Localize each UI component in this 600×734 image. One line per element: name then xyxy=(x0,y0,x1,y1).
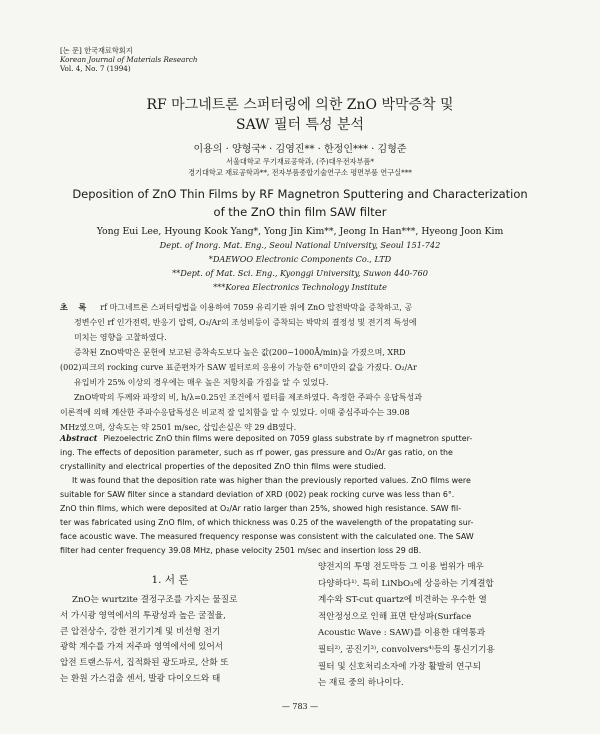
text-line-content: 증착된 ZnO박막은 문헌에 보고된 증착속도보다 높은 값(200~1000Å/min)을 가졌으며, XRD xyxy=(74,348,406,357)
intro-left-column xyxy=(60,593,280,693)
text-line xyxy=(74,315,417,330)
text-line xyxy=(60,672,220,688)
text-line xyxy=(318,560,484,576)
text-line-content: 는 환원 가스검출 센서, 발광 다이오드와 태 xyxy=(60,674,221,684)
title-kr-line2: SAW 필터 특성 분석 xyxy=(235,117,365,133)
text-line xyxy=(72,474,471,488)
affiliation-en-line4: ***Korea Electronics Technology Institute xyxy=(213,282,387,292)
text-line-content: face acoustic wave. The measured frequency response was consistent with the calculated one. The SAW xyxy=(60,532,474,541)
text-line-content: 적안정성으로 인해 표면 탄성파(Surface xyxy=(318,611,472,622)
text-line-content: ZnO박막의 두께와 파장의 비, h/λ=0.25인 조건에서 필터를 제조하였다. 측정한 주파수 응답특성과 xyxy=(74,393,422,402)
journal-name-en: Korean Journal of Materials Research xyxy=(60,55,198,64)
text-line xyxy=(318,577,494,593)
abstract-en xyxy=(60,432,540,562)
text-line xyxy=(60,609,226,625)
abstract-kr xyxy=(60,300,540,440)
text-line xyxy=(60,405,410,420)
text-line-content: 양전지의 투명 전도막등 그 이용 범위가 매우 xyxy=(318,562,484,572)
text-line xyxy=(318,676,404,692)
text-line xyxy=(60,432,472,446)
affiliation-en-line2: *DAEWOO Electronic Components Co., LTD xyxy=(208,254,392,264)
affiliation-en-line1: Dept. of Inorg. Mat. Eng., Seoul National University, Seoul 151-742 xyxy=(159,240,441,250)
intro-right-column xyxy=(318,560,540,695)
text-line xyxy=(60,544,421,558)
text-line-content: ter was fabricated using ZnO film, of which thickness was 0.25 of the wavelength of the propatating sur- xyxy=(60,518,474,527)
title-en-line2: of the ZnO thin film SAW filter xyxy=(213,205,387,219)
abstract-kr-label: 초 록 xyxy=(60,302,91,312)
text-line xyxy=(60,502,461,516)
journal-header xyxy=(60,46,198,73)
text-line-content: 큰 압전상수, 강한 전기기계 및 비선형 전기 xyxy=(60,626,221,637)
title-en-line1: Deposition of ZnO Thin Films by RF Magnetron Sputtering and Characterization xyxy=(72,187,528,201)
journal-name-kr: [논 문] 한국재료학회지 xyxy=(60,46,133,55)
affiliation-kr-line2: 경기대학교 재료공학과**, 전자부품종합기술연구소 평면부품 연구실*** xyxy=(188,168,412,177)
authors-kr: 이용의 · 양형국* · 김영진** · 한정인*** · 김형준 xyxy=(193,144,407,155)
text-line xyxy=(318,593,487,609)
text-line xyxy=(74,345,406,360)
text-line xyxy=(318,643,495,659)
text-line-content: Acoustic Wave : SAW)를 이용한 대역통과 xyxy=(318,628,486,639)
text-line-content: 압전 트랜스듀서, 집적화된 광도파로, 산화 또 xyxy=(60,658,229,669)
text-line-content: 미치는 영향을 고찰하였다. xyxy=(74,333,167,342)
text-line-content: 광학 계수를 가져 저주파 영역에서에 있어서 xyxy=(60,642,224,653)
text-line xyxy=(60,460,386,474)
text-line-content: 필터 및 신호처리소자에 가장 활발히 연구되 xyxy=(318,661,482,672)
text-line-content: 는 재료 중의 하나이다. xyxy=(318,678,404,689)
text-line xyxy=(318,626,485,642)
text-line-content: 이론적에 의해 계산한 주파수응답특성은 비교적 잘 일치함을 알 수 있었다. 이때 중심주파수는 39.08 xyxy=(60,408,410,417)
text-line xyxy=(60,530,474,544)
text-line xyxy=(318,610,471,626)
text-line-content: 계수와 ST-cut quartz에 비견하는 우수한 열 xyxy=(318,595,487,606)
journal-volume: Vol. 4, No. 7 (1994) xyxy=(60,64,131,73)
text-line xyxy=(74,375,328,390)
text-line-content: ing. The effects of deposition parameter, such as rf power, gas pressure and O₂/Ar gas ratio, on the xyxy=(60,448,453,457)
text-line xyxy=(60,656,229,672)
text-line-content: rf 마그네트론 스퍼터링법을 이용하여 7059 유리기판 위에 ZnO 압전박막을 증착하고, 공 xyxy=(100,303,413,312)
text-line xyxy=(72,593,237,609)
text-line xyxy=(60,640,223,656)
affiliation-kr-line1: 서울대학교 무기재료공학과, (주)대우전자부품* xyxy=(226,157,374,166)
text-line-content: 유입비가 25% 이상의 경우에는 매우 높은 저항치를 가짐을 알 수 있었다. xyxy=(74,378,329,387)
text-line-content: 다양하다¹⁾. 특히 LiNbO₃에 상응하는 기계결합 xyxy=(318,578,494,589)
text-line-content: crystallinity and electrical properties of the deposited ZnO thin films were studied. xyxy=(60,462,387,471)
affiliation-en-line3: **Dept. of Mat. Sci. Eng., Kyonggi University, Suwon 440-760 xyxy=(172,268,428,278)
text-line-content: ZnO thin films, which were deposited at O₂/Ar ratio larger than 25%, showed high resistance. SAW fil- xyxy=(60,504,462,513)
text-line-content: ZnO는 wurtzite 결정구조를 가지는 물질로 xyxy=(72,595,238,605)
text-line xyxy=(60,360,417,375)
text-line xyxy=(74,330,167,345)
page-number: — 783 — xyxy=(281,702,319,711)
text-line-content: filter had center frequency 39.08 MHz, phase velocity 2501 m/sec and insertion loss 29 dB. xyxy=(60,546,422,555)
text-line-content: Piezoelectric ZnO thin films were deposited on 7059 glass substrate by rf magnetron sputter- xyxy=(103,434,473,443)
section-heading-introduction: 1. 서 론 xyxy=(151,574,189,586)
text-line-content: MHz였으며, 상속도는 약 2501 m/sec, 삽입손실은 약 29 dB였다. xyxy=(60,423,297,432)
text-line xyxy=(60,446,453,460)
text-line xyxy=(60,516,473,530)
text-line xyxy=(60,625,220,641)
text-line-content: It was found that the deposition rate was higher than the previously reported values. ZnO films were xyxy=(72,476,471,485)
text-line-content: 정변수인 rf 인가전력, 반응기 압력, O₂/Ar의 조성비등이 증착되는 박막의 결정성 및 전기적 특성에 xyxy=(74,318,417,327)
text-line-content: suitable for SAW filter since a standard deviation of XRD (002) peak rocking curve was less than 6°. xyxy=(60,490,455,499)
text-line-content: 서 가시광 영역에서의 투광성과 높은 굴절율, xyxy=(60,610,226,621)
text-line xyxy=(60,488,454,502)
text-line xyxy=(74,390,422,405)
abstract-en-label: Abstract xyxy=(60,434,98,443)
text-line-content: 필터²⁾, 공진기³⁾, convolvers⁴⁾등의 통신기기용 xyxy=(318,645,495,655)
text-line-content: (002)피크의 rocking curve 표준편차가 SAW 필터로의 응용이 가능한 6°미만의 값을 가졌다. O₂/Ar xyxy=(60,363,417,372)
title-kr-line1: RF 마그네트론 스퍼터링에 의한 ZnO 박막증착 및 xyxy=(146,97,454,113)
text-line xyxy=(60,300,412,315)
authors-en: Yong Eui Lee, Hyoung Kook Yang*, Yong Jin Kim**, Jeong In Han***, Hyeong Joon Kim xyxy=(96,226,504,237)
text-line xyxy=(318,660,481,676)
